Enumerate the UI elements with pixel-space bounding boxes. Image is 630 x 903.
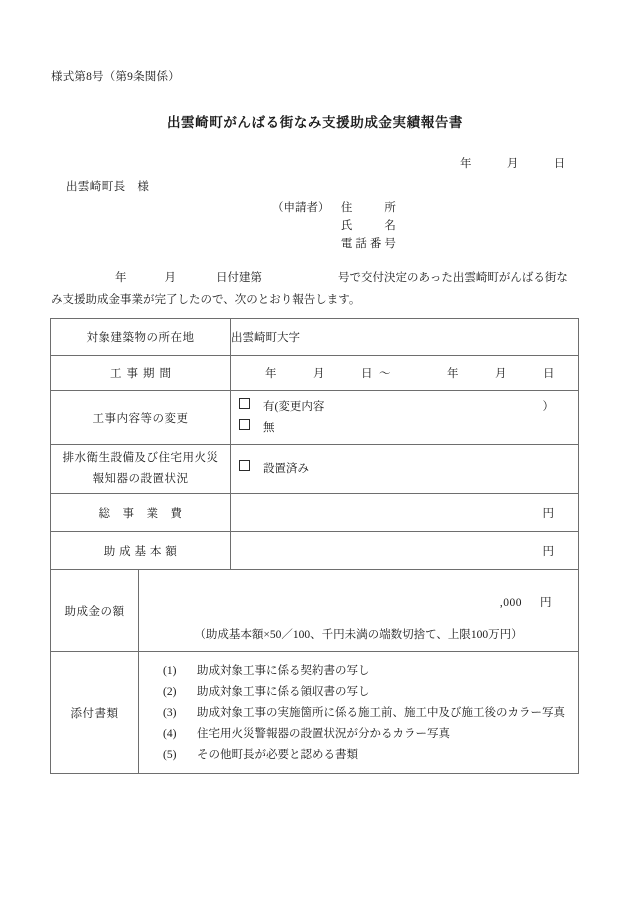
- period-tilde: 〜: [379, 368, 391, 380]
- list-item: [163, 661, 572, 682]
- total-cost-unit: 円: [542, 507, 554, 520]
- table-row: [51, 445, 579, 494]
- applicant-name-row: [272, 217, 399, 235]
- date-day-label: 日: [553, 158, 566, 170]
- total-cost-value[interactable]: [231, 494, 579, 532]
- change-label: 工事内容等の変更: [51, 391, 231, 445]
- attachment-text: 助成対象工事に係る契約書の写し: [197, 665, 370, 677]
- list-item: [163, 703, 572, 724]
- period-day2: 日: [543, 368, 555, 380]
- table-row: [51, 319, 579, 356]
- table-row: [51, 652, 579, 774]
- change-option-no[interactable]: [239, 418, 570, 439]
- applicant-phone-label: 電話番号: [340, 238, 399, 250]
- form-code: 様式第8号（第9条関係）: [51, 71, 180, 83]
- base-amount-label: 助 成 基 本 額: [51, 532, 231, 570]
- attachment-number: (2): [163, 686, 177, 698]
- body-line-2: み支援助成金事業が完了したので、次のとおり報告します。: [51, 294, 361, 306]
- body-month-label: 月: [164, 272, 176, 284]
- change-option-yes[interactable]: [239, 397, 570, 418]
- drainage-label-line2: 報知器の設置状況: [92, 473, 189, 485]
- period-year2: 年: [447, 368, 459, 380]
- table-row: [51, 570, 579, 652]
- location-label: 対象建築物の所在地: [51, 319, 231, 356]
- period-value[interactable]: [231, 356, 579, 391]
- drainage-label-line1: 排水衛生設備及び住宅用火災: [62, 452, 219, 464]
- list-item: [163, 724, 572, 745]
- total-cost-label: 総 事 業 費: [51, 494, 231, 532]
- applicant-prefix: （申請者）: [272, 202, 330, 214]
- document-title: 出雲崎町がんばる街なみ支援助成金実績報告書: [166, 115, 464, 130]
- drainage-option[interactable]: [231, 459, 578, 480]
- table-row: [51, 494, 579, 532]
- attachment-text: 住宅用火災警報器の設置状況が分かるカラー写真: [197, 728, 450, 740]
- base-amount-value[interactable]: [231, 532, 579, 570]
- period-day1: 日: [361, 368, 373, 380]
- attachment-number: (5): [163, 749, 177, 761]
- drainage-value: [231, 445, 579, 494]
- table-row: [51, 532, 579, 570]
- applicant-block: [272, 199, 399, 253]
- attachments-list: [139, 653, 578, 772]
- change-option-yes-close: ）: [542, 401, 554, 413]
- checkbox-icon[interactable]: [239, 460, 250, 471]
- change-option-no-label: 無: [263, 422, 275, 434]
- attachment-number: (4): [163, 728, 177, 740]
- attachment-text: その他町長が必要と認める書類: [197, 749, 358, 761]
- list-item: [163, 682, 572, 703]
- attachment-text: 助成対象工事の実施箇所に係る施工前、施工中及び施工後のカラー写真: [197, 707, 565, 719]
- attachment-text: 助成対象工事に係る領収書の写し: [197, 686, 370, 698]
- attachments-value: [139, 652, 579, 774]
- grant-amount-thousands: ,000: [499, 596, 522, 609]
- attachment-number: (1): [163, 665, 177, 677]
- change-value: [231, 391, 579, 445]
- period-label: 工事期間: [51, 356, 231, 391]
- date-month-label: 月: [506, 158, 519, 170]
- table-row: [51, 391, 579, 445]
- applicant-address-row: [272, 199, 399, 217]
- body-day-suffix: 日付建第: [216, 272, 262, 284]
- drainage-label: [51, 445, 231, 494]
- attachments-label: 添付書類: [51, 652, 139, 774]
- addressee: 出雲崎町長 様: [66, 181, 150, 193]
- applicant-name-label: 氏 名: [340, 220, 399, 232]
- body-paragraph: [51, 267, 579, 311]
- grant-amount-figure: [139, 580, 578, 610]
- change-option-yes-label: 有(変更内容: [263, 401, 325, 413]
- grant-amount-value[interactable]: [139, 570, 579, 652]
- period-month1: 月: [313, 368, 325, 380]
- attachment-number: (3): [163, 707, 177, 719]
- date-year-label: 年: [460, 158, 472, 170]
- applicant-phone-row: [272, 235, 399, 253]
- grant-amount-label: 助成金の額: [51, 570, 139, 652]
- report-table: [50, 318, 579, 774]
- table-row: [51, 356, 579, 391]
- grant-amount-unit: 円: [540, 596, 552, 609]
- checkbox-icon[interactable]: [239, 398, 250, 409]
- location-value[interactable]: 出雲崎町大字: [231, 319, 579, 356]
- base-amount-unit: 円: [542, 545, 554, 558]
- grant-amount-note: （助成基本額×50／100、千円未満の端数切捨て、上限100万円）: [194, 628, 523, 641]
- period-year1: 年: [265, 368, 277, 380]
- checkbox-icon[interactable]: [239, 419, 250, 430]
- drainage-option-label: 設置済み: [263, 462, 309, 475]
- body-number-suffix: 号で交付決定のあった出雲崎町がんばる街な: [338, 272, 568, 284]
- period-month2: 月: [495, 368, 507, 380]
- list-item: [163, 745, 572, 766]
- body-year-label: 年: [115, 272, 127, 284]
- submission-date-line: [460, 155, 565, 171]
- applicant-address-label: 住 所: [340, 202, 399, 214]
